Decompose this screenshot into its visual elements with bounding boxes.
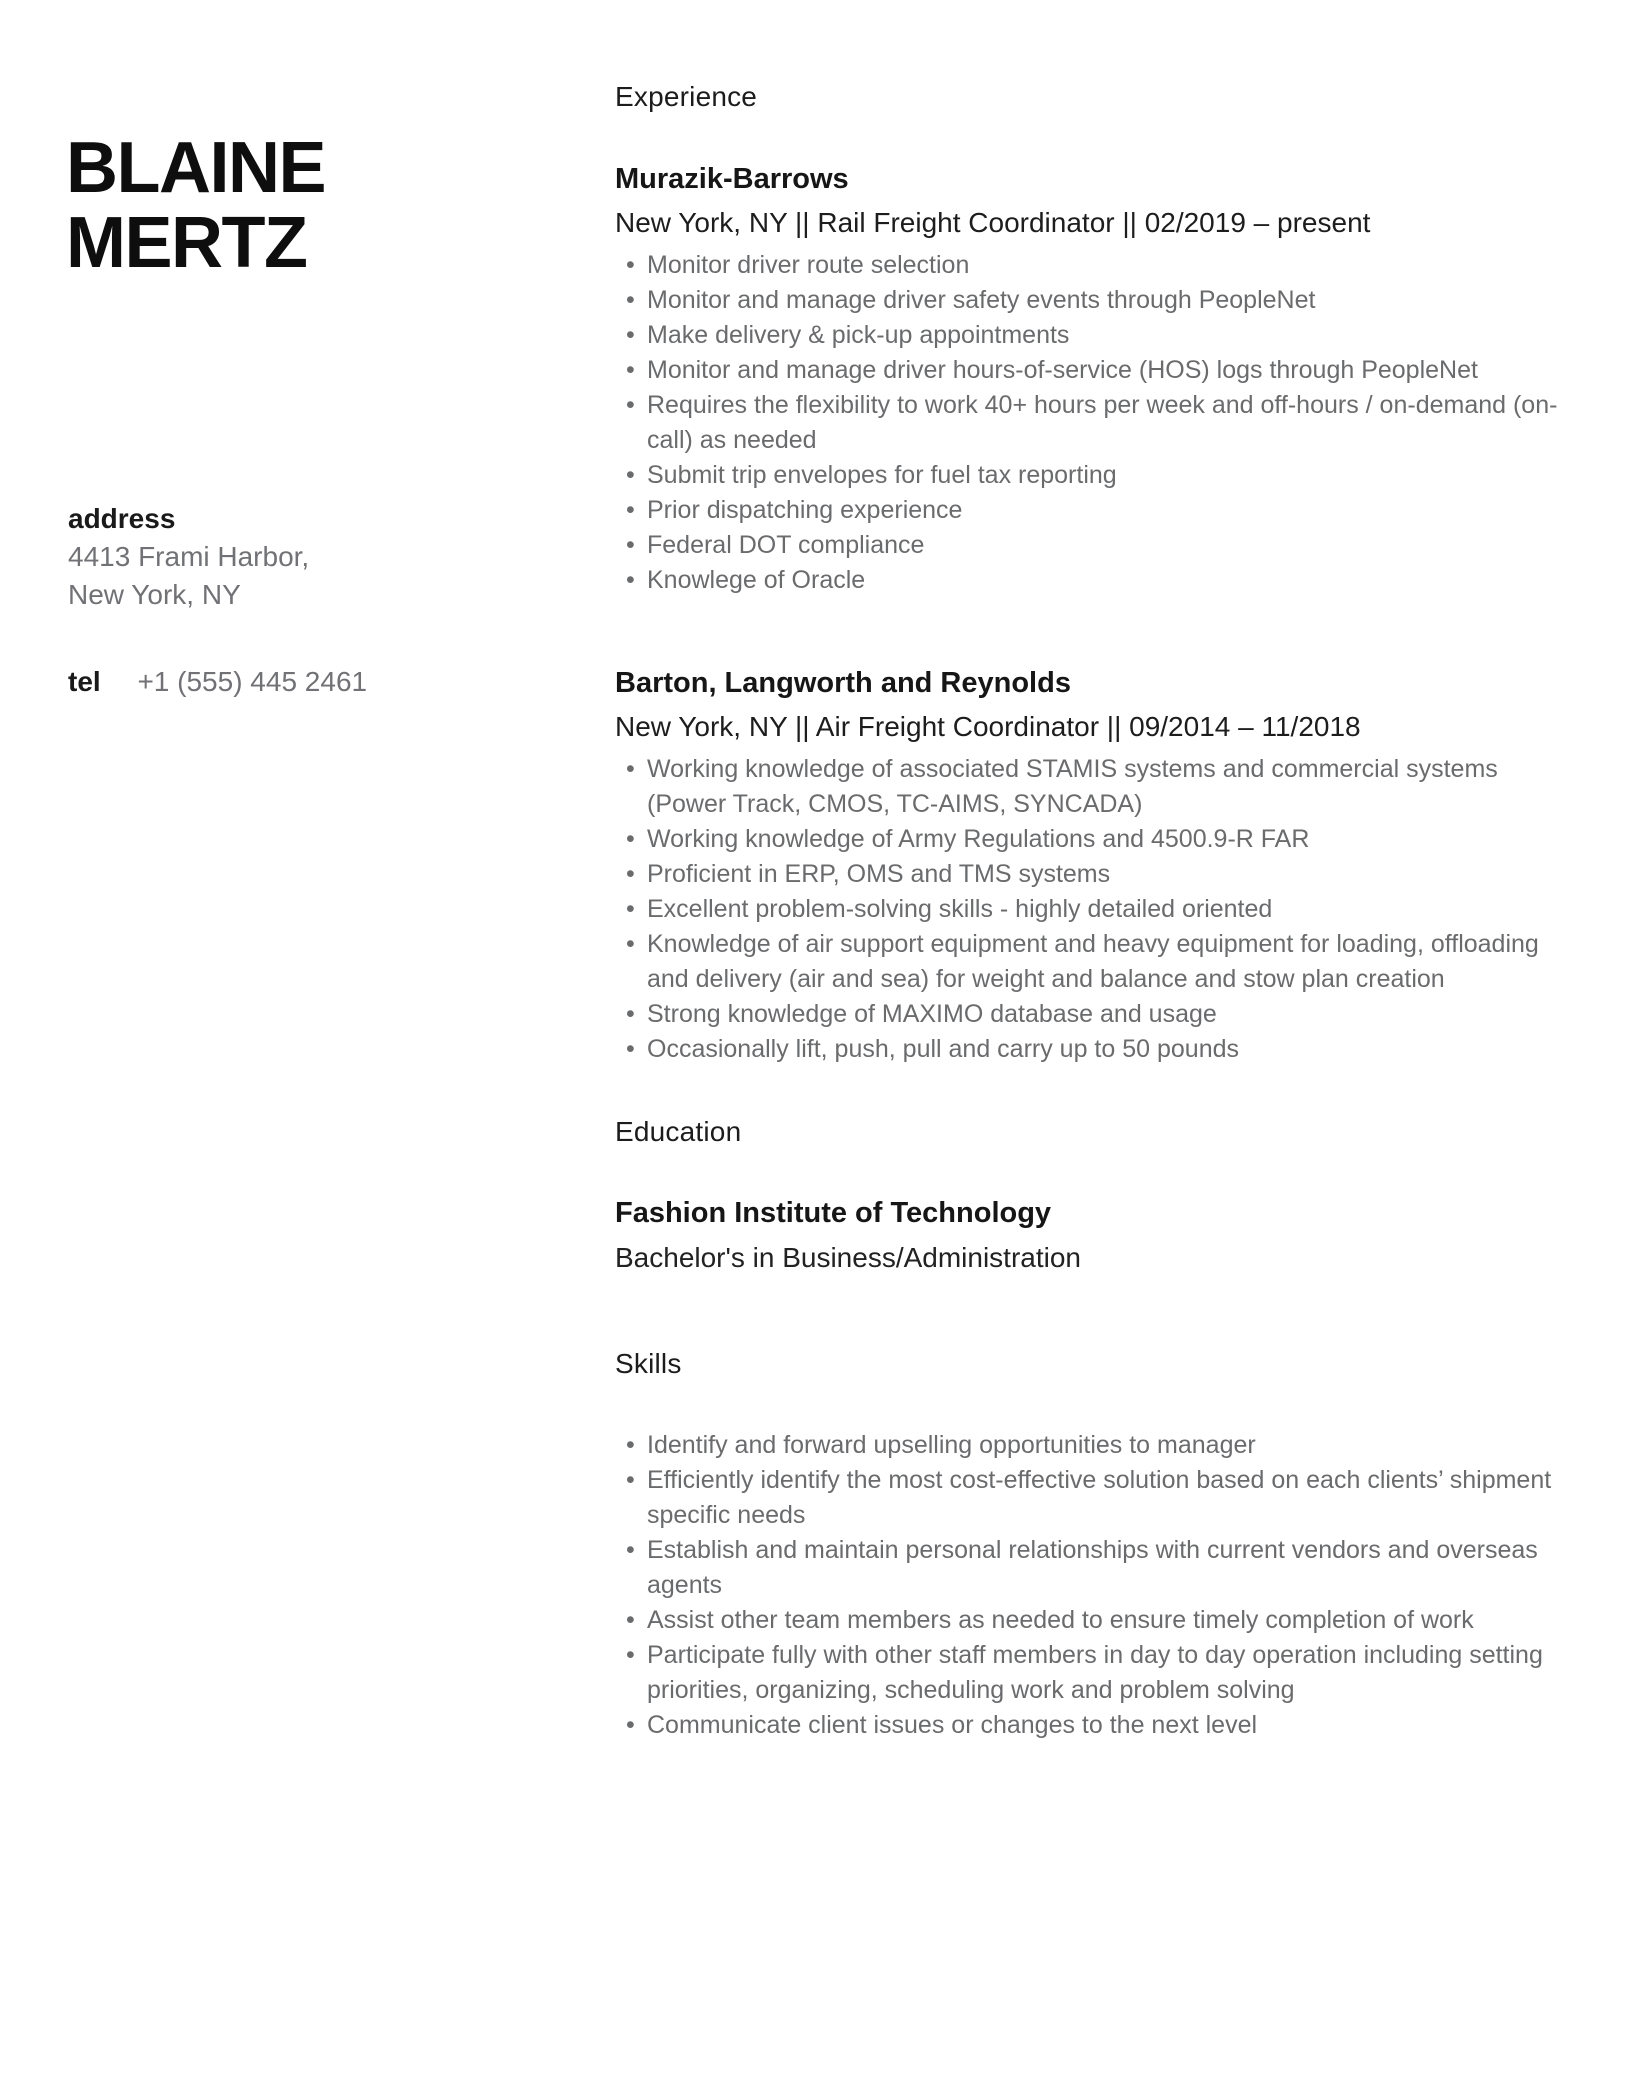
bullet-item: • Proficient in ERP, OMS and TMS systems	[615, 857, 1565, 892]
job-meta-line: New York, NY || Air Freight Coordinator || 09/2014 – 11/2018	[615, 711, 1361, 742]
job-bullet-list	[615, 752, 1565, 1067]
bullet-item: • Strong knowledge of MAXIMO database and usage	[615, 997, 1565, 1032]
bullet-item: • Working knowledge of associated STAMIS systems and commercial systems (Power Track, CMOS, TC-AIMS, SYNCADA)	[615, 752, 1565, 822]
bullet-item: • Make delivery & pick-up appointments	[615, 318, 1565, 353]
bullet-item: • Identify and forward upselling opportunities to manager	[615, 1428, 1565, 1463]
skills-bullet-list	[615, 1428, 1565, 1743]
bullet-item: • Knowlege of Oracle	[615, 563, 1565, 598]
address-block	[68, 500, 528, 614]
bullet-item: • Participate fully with other staff members in day to day operation including setting priorities, organizing, scheduling work and problem solving	[615, 1638, 1565, 1708]
bullet-item: • Communicate client issues or changes to the next level	[615, 1708, 1565, 1743]
bullet-item: • Monitor driver route selection	[615, 248, 1565, 283]
job-meta-line: New York, NY || Rail Freight Coordinator || 02/2019 – present	[615, 207, 1371, 238]
bullet-item: • Knowledge of air support equipment and heavy equipment for loading, offloading and delivery (air and sea) for weight and balance and stow plan creation	[615, 927, 1565, 997]
company-name: Murazik-Barrows	[615, 163, 849, 195]
job-entry	[615, 665, 1565, 1067]
candidate-first-name: BLAINE	[66, 128, 325, 209]
candidate-last-name: MERTZ	[66, 203, 307, 284]
bullet-item: • Requires the flexibility to work 40+ hours per week and off-hours / on-demand (on-call) as needed	[615, 388, 1565, 458]
address-line-2: New York, NY	[68, 579, 241, 610]
bullet-item: • Federal DOT compliance	[615, 528, 1565, 563]
section-heading-education: Education	[615, 1116, 742, 1147]
tel-block	[68, 663, 528, 701]
section-heading-skills: Skills	[615, 1348, 682, 1379]
address-label: address	[68, 503, 176, 534]
bullet-item: • Monitor and manage driver hours-of-service (HOS) logs through PeopleNet	[615, 353, 1565, 388]
candidate-name	[66, 128, 325, 284]
main-column	[615, 0, 1565, 1743]
school-name: Fashion Institute of Technology	[615, 1197, 1052, 1229]
bullet-item: • Efficiently identify the most cost-effective solution based on each clients’ shipment specific needs	[615, 1463, 1565, 1533]
section-heading-experience: Experience	[615, 81, 758, 112]
job-entry	[615, 161, 1565, 598]
job-bullet-list	[615, 248, 1565, 598]
bullet-item: • Prior dispatching experience	[615, 493, 1565, 528]
bullet-item: • Excellent problem-solving skills - highly detailed oriented	[615, 892, 1565, 927]
tel-value: +1 (555) 445 2461	[137, 666, 368, 697]
tel-label: tel	[68, 666, 101, 697]
degree-name: Bachelor's in Business/Administration	[615, 1242, 1082, 1273]
bullet-item: • Working knowledge of Army Regulations and 4500.9-R FAR	[615, 822, 1565, 857]
bullet-item: • Submit trip envelopes for fuel tax reporting	[615, 458, 1565, 493]
bullet-item: • Occasionally lift, push, pull and carry up to 50 pounds	[615, 1032, 1565, 1067]
bullet-item: • Establish and maintain personal relationships with current vendors and overseas agents	[615, 1533, 1565, 1603]
company-name: Barton, Langworth and Reynolds	[615, 667, 1071, 699]
address-line-1: 4413 Frami Harbor,	[68, 541, 310, 572]
bullet-item: • Monitor and manage driver safety events through PeopleNet	[615, 283, 1565, 318]
bullet-item: • Assist other team members as needed to ensure timely completion of work	[615, 1603, 1565, 1638]
